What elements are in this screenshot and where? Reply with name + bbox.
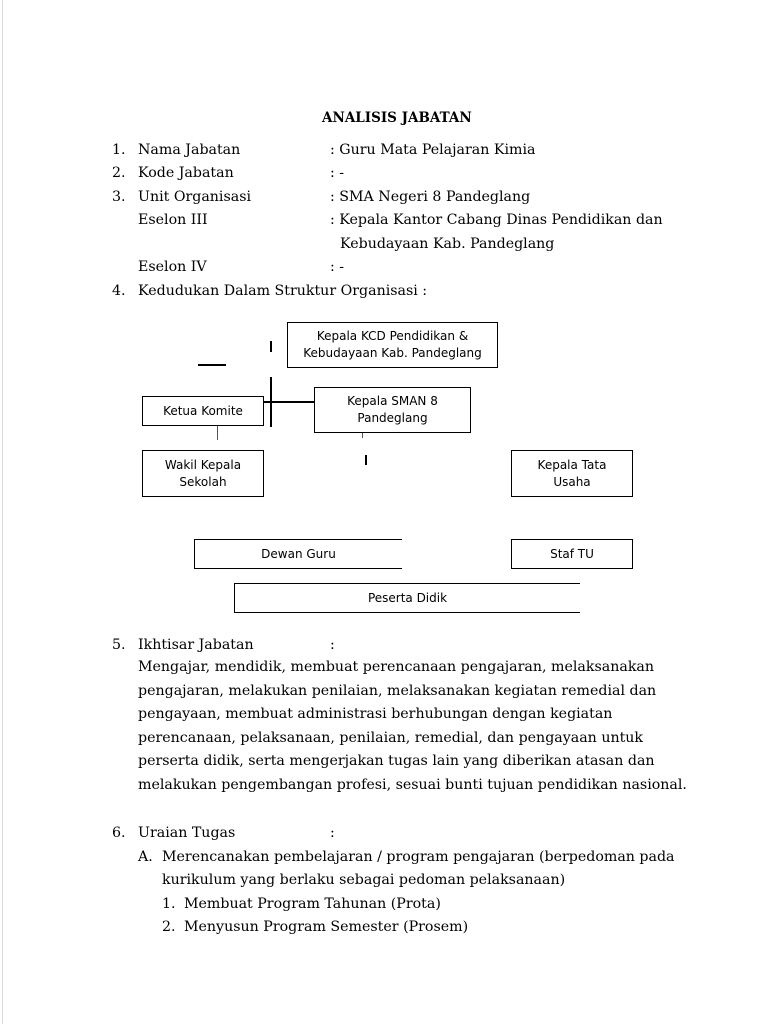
item-number: 3.: [112, 189, 126, 205]
connector-line: [198, 364, 226, 366]
document-title: ANALISIS JABATAN: [322, 110, 472, 126]
field-value: : Guru Mata Pelajaran Kimia: [330, 142, 536, 158]
paragraph-line: pengajaran, melakukan penilaian, melaksanakan kegiatan remedial dan: [138, 683, 657, 699]
field-label: Unit Organisasi: [138, 189, 252, 205]
section-4-heading: Kedudukan Dalam Struktur Organisasi :: [138, 283, 428, 299]
field-label: Kode Jabatan: [138, 165, 234, 181]
box-staf-tu: Staf TU: [511, 539, 633, 569]
section-5-number: 5.: [112, 637, 126, 653]
paragraph-line: perserta didik, serta mengerjakan tugas lain yang diberikan atasan dan: [138, 753, 655, 769]
box-kepala-sekolah: Kepala SMAN 8 Pandeglang: [314, 387, 471, 433]
field-value: : Kepala Kantor Cabang Dinas Pendidikan dan: [330, 212, 663, 228]
subsection-a-text-continued: kurikulum yang berlaku sebagai pedoman pelaksanaan): [162, 872, 566, 888]
section-5-colon: :: [330, 637, 335, 653]
task-text: Membuat Program Tahunan (Prota): [184, 896, 441, 912]
section-6-heading: Uraian Tugas: [138, 825, 236, 841]
item-number: 1.: [112, 142, 126, 158]
task-number: 1.: [162, 896, 176, 912]
section-6-colon: :: [330, 825, 335, 841]
field-value: : -: [330, 259, 345, 275]
paragraph-line: Mengajar, mendidik, membuat perencanaan pengajaran, melaksanakan: [138, 659, 655, 675]
connector-line: [270, 341, 272, 352]
box-kepala-tata-usaha: Kepala Tata Usaha: [511, 450, 633, 497]
item-number: 2.: [112, 165, 126, 181]
field-value: : -: [330, 165, 345, 181]
box-kepala-kcd: Kepala KCD Pendidikan & Kebudayaan Kab. Pandeglang: [287, 322, 498, 368]
subsection-a-letter: A.: [138, 849, 153, 865]
box-wakil-kepala-sekolah: Wakil Kepala Sekolah: [142, 450, 264, 497]
section-4-number: 4.: [112, 283, 126, 299]
box-dewan-guru: Dewan Guru: [194, 539, 402, 569]
task-number: 2.: [162, 919, 176, 935]
box-ketua-komite: Ketua Komite: [142, 396, 264, 426]
task-text: Menyusun Program Semester (Prosem): [184, 919, 469, 935]
field-value-continued: Kebudayaan Kab. Pandeglang: [340, 236, 555, 252]
paragraph-line: melakukan pengembangan profesi, sesuai bunti tujuan pendidikan nasional.: [138, 777, 687, 793]
connector-line: [365, 455, 367, 465]
field-value: : SMA Negeri 8 Pandeglang: [330, 189, 531, 205]
page-edge: [2, 0, 3, 1024]
section-5-heading: Ikhtisar Jabatan: [138, 637, 254, 653]
box-peserta-didik: Peserta Didik: [234, 583, 580, 613]
field-label: Nama Jabatan: [138, 142, 241, 158]
field-label: Eselon IV: [138, 259, 207, 275]
connector-line: [217, 426, 218, 440]
subsection-a-text: Merencanakan pembelajaran / program pengajaran (berpedoman pada: [162, 849, 675, 865]
paragraph-line: perencanaan, pelaksanaan, penilaian, remedial, dan pengayaan untuk: [138, 730, 644, 746]
section-6-number: 6.: [112, 825, 126, 841]
field-label: Eselon III: [138, 212, 208, 228]
paragraph-line: pengayaan, membuat administrasi berhubungan dengan kegiatan: [138, 706, 613, 722]
